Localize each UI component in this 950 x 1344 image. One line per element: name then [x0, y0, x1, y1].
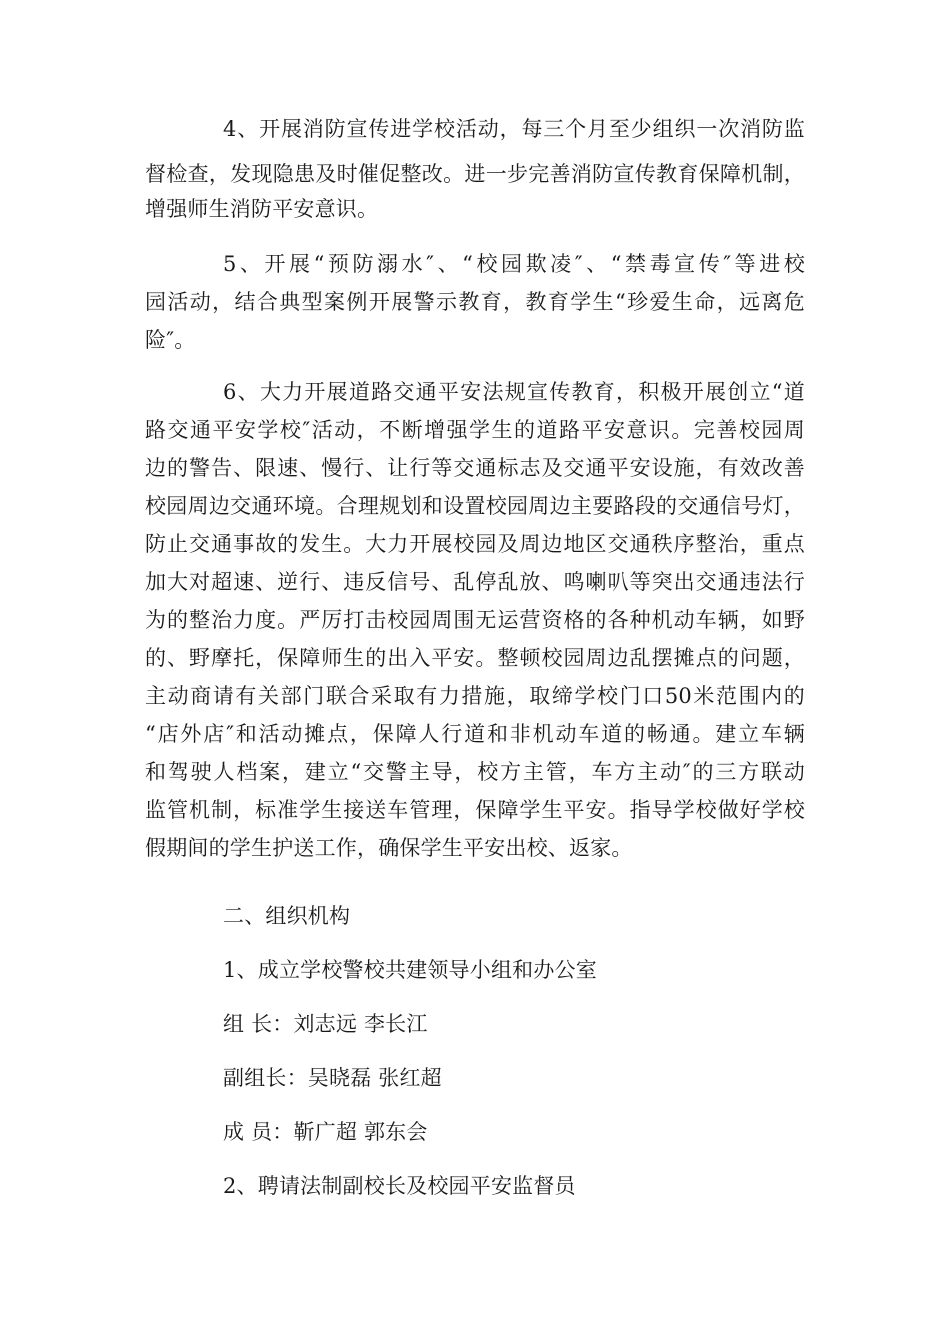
paragraph-5-line-1: 5、开展“预防溺水″、“校园欺凌″、“禁毒宣传″等进校	[223, 252, 805, 276]
item-1-heading: 1、成立学校警校共建领导小组和办公室	[223, 958, 597, 982]
paragraph-5-line-3: 险″。	[145, 328, 196, 352]
paragraph-6-line-9: 主动商请有关部门联合采取有力措施，取缔学校门口50米范围内的	[145, 684, 805, 708]
paragraph-6-line-6: 加大对超速、逆行、违反信号、乱停乱放、鸣喇叭等突出交通违法行	[145, 570, 805, 594]
paragraph-6-line-10: “店外店″和活动摊点，保障人行道和非机动车道的畅通。建立车辆	[145, 722, 805, 746]
paragraph-4-line-1: 4、开展消防宣传进学校活动，每三个月至少组织一次消防监	[223, 117, 805, 141]
leader-line: 组 长：刘志远 李长江	[223, 1012, 428, 1036]
paragraph-6-line-1: 6、大力开展道路交通平安法规宣传教育，积极开展创立“道	[223, 380, 805, 404]
paragraph-5-line-2: 园活动，结合典型案例开展警示教育，教育学生“珍爱生命，远离危	[145, 290, 805, 314]
paragraph-6-line-11: 和驾驶人档案，建立“交警主导，校方主管，车方主动″的三方联动	[145, 760, 805, 784]
paragraph-6-line-5: 防止交通事故的发生。大力开展校园及周边地区交通秩序整治，重点	[145, 532, 805, 556]
section-heading: 二、组织机构	[223, 904, 351, 928]
paragraph-6-line-7: 为的整治力度。严厉打击校园周围无运营资格的各种机动车辆，如野	[145, 608, 805, 632]
paragraph-6-line-3: 边的警告、限速、慢行、让行等交通标志及交通平安设施，有效改善	[145, 456, 805, 480]
paragraph-6-line-8: 的、野摩托，保障师生的出入平安。整顿校园周边乱摆摊点的问题，	[145, 646, 805, 670]
paragraph-6-line-13: 假期间的学生护送工作，确保学生平安出校、返家。	[145, 836, 633, 860]
deputy-leader-line: 副组长：吴晓磊 张红超	[223, 1066, 442, 1090]
paragraph-6-line-2: 路交通平安学校″活动，不断增强学生的道路平安意识。完善校园周	[145, 418, 805, 442]
paragraph-4-line-3: 增强师生消防平安意识。	[145, 197, 379, 221]
paragraph-4-line-2: 督检查，发现隐患及时催促整改。进一步完善消防宣传教育保障机制，	[145, 162, 805, 186]
paragraph-6-line-12: 监管机制，标准学生接送车管理，保障学生平安。指导学校做好学校	[145, 798, 805, 822]
members-line: 成 员：靳广超 郭东会	[223, 1120, 428, 1144]
paragraph-6-line-4: 校园周边交通环境。合理规划和设置校园周边主要路段的交通信号灯，	[145, 494, 805, 518]
item-2-heading: 2、聘请法制副校长及校园平安监督员	[223, 1174, 576, 1198]
